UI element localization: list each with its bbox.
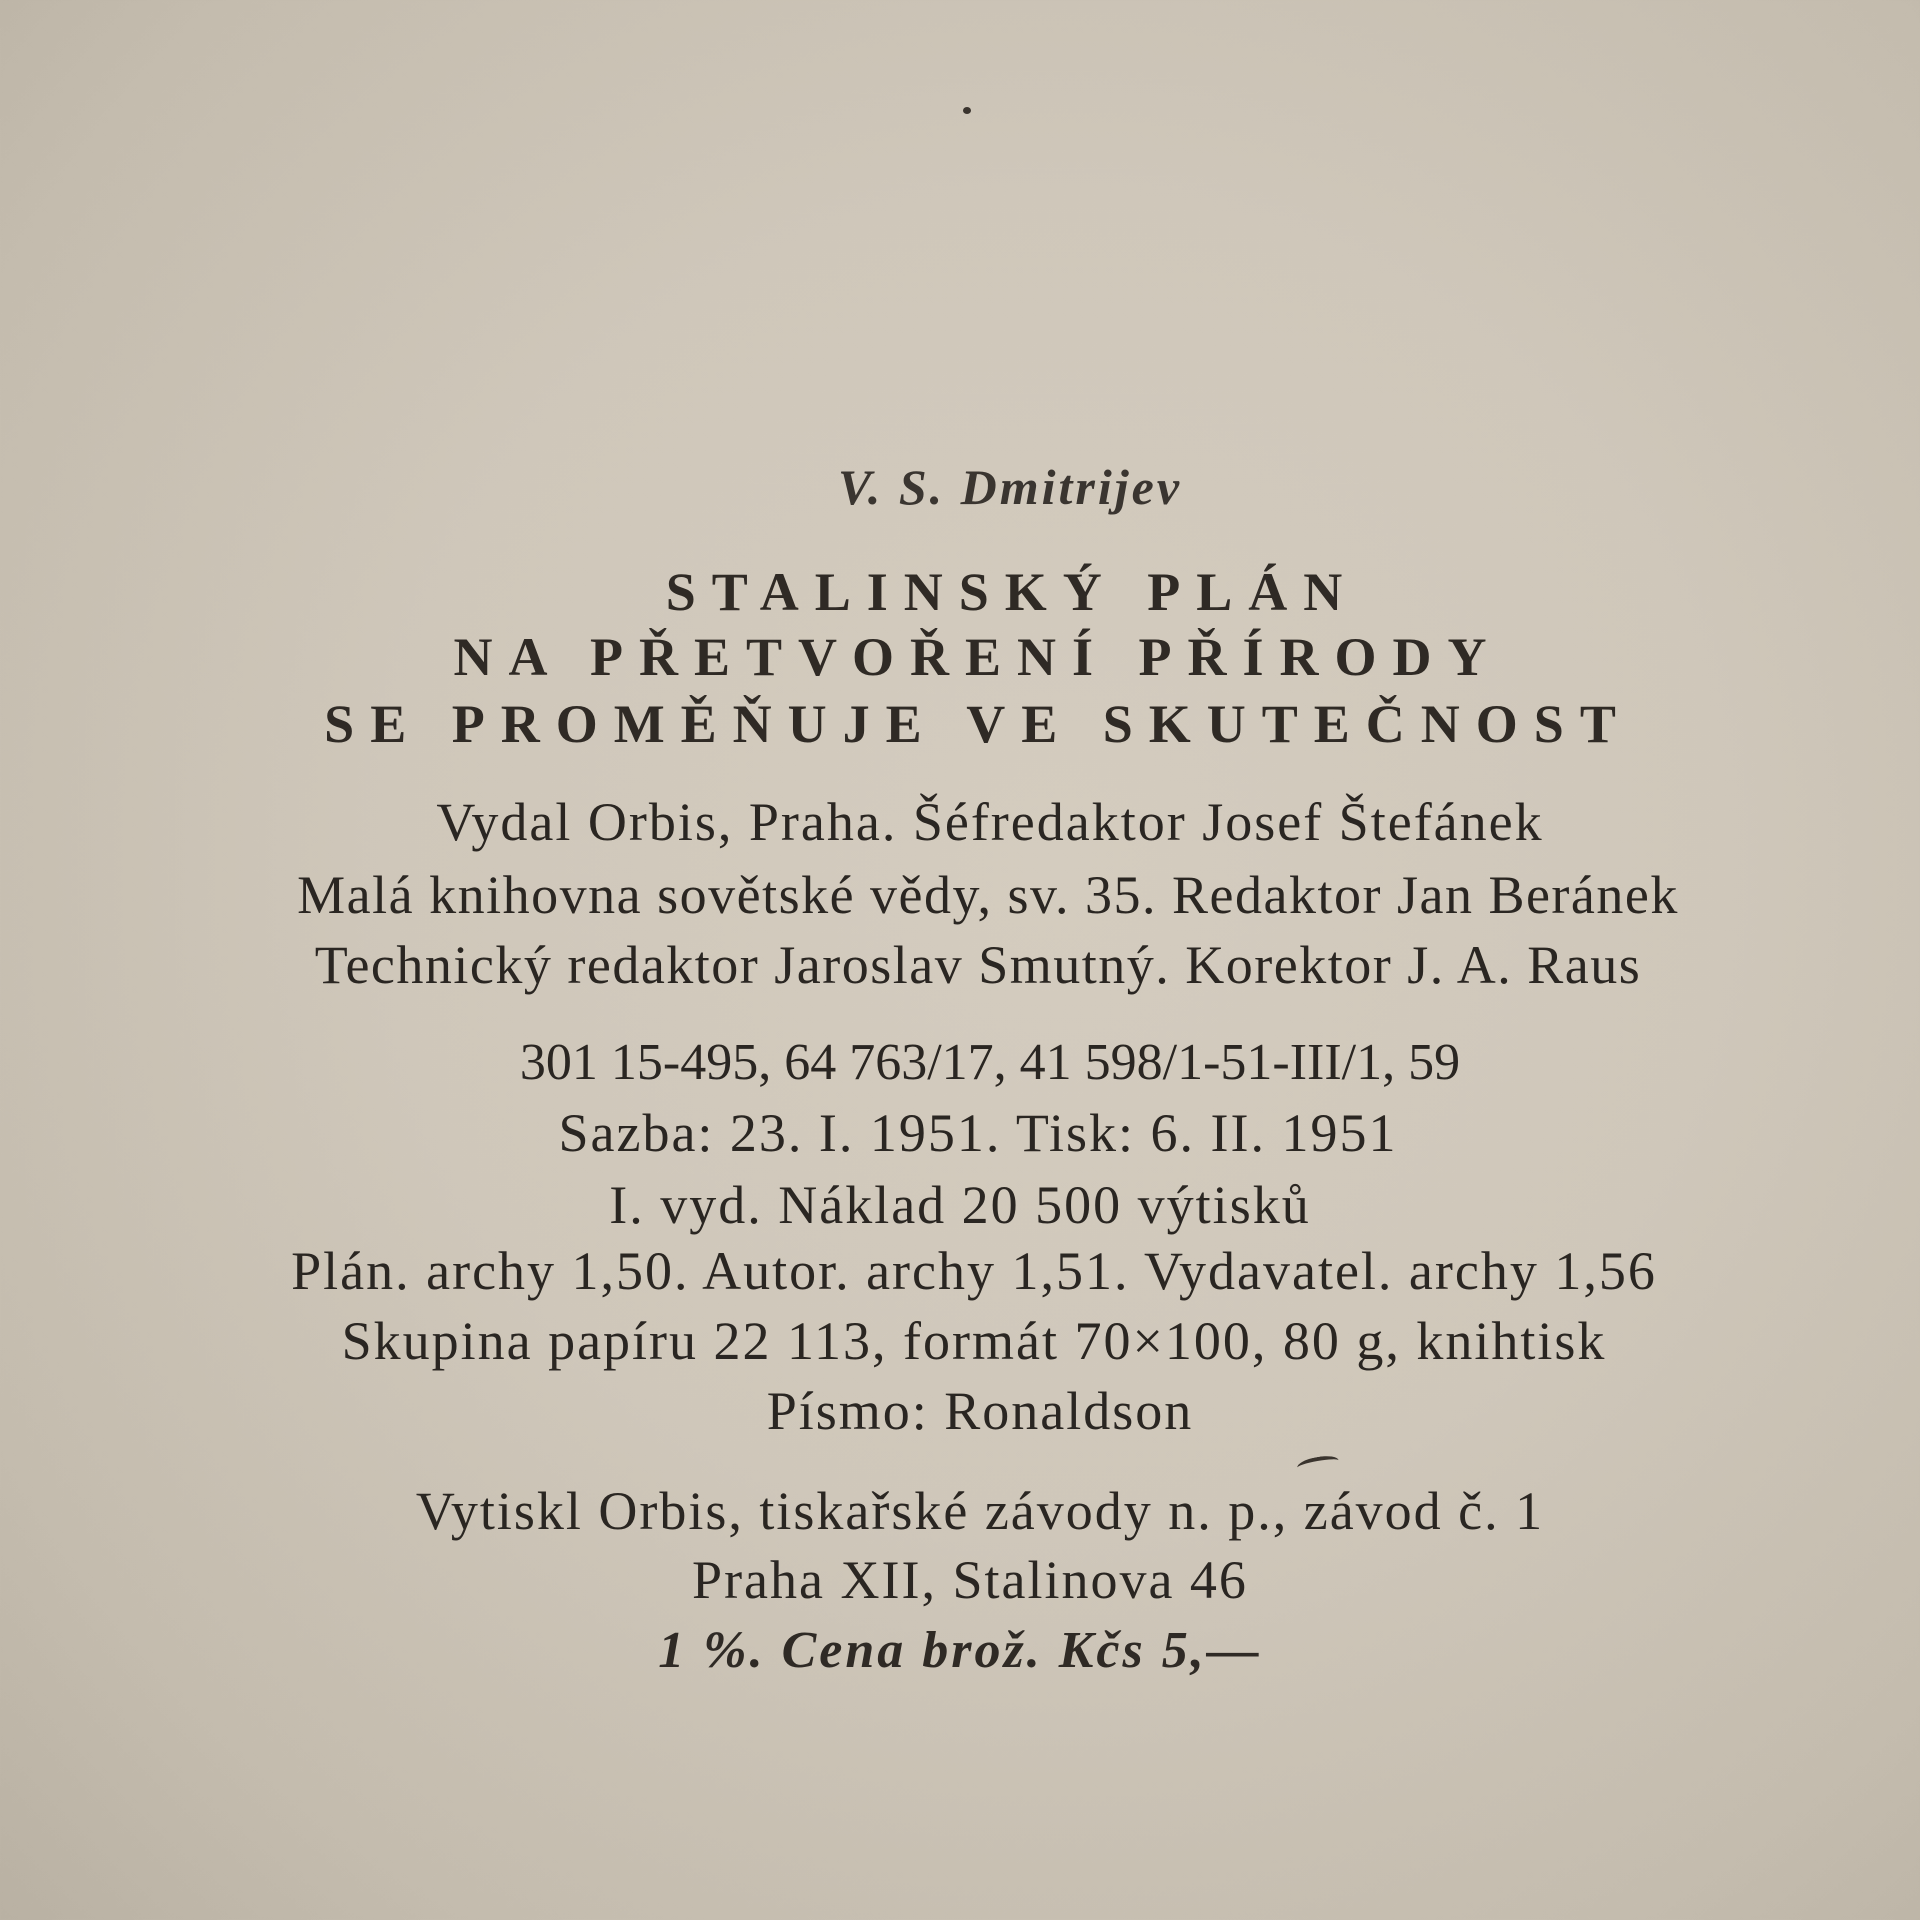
title-line-2: NA PŘETVOŘENÍ PŘÍRODY [453,627,1503,687]
publisher-line: Vydal Orbis, Praha. Šéfredaktor Josef Štefánek [436,792,1544,852]
printer-address-line: Praha XII, Stalinova 46 [692,1550,1248,1610]
typeface-line: Písmo: Ronaldson [766,1381,1194,1441]
title-line-3: SE PROMĚŇUJE VE SKUTEČNOST [324,694,1632,754]
series-editor-line: Malá knihovna sovětské vědy, sv. 35. Redaktor Jan Beránek [297,865,1679,925]
printer-line: Vytiskl Orbis, tiskařské závody n. p., závod č. 1 [415,1481,1545,1541]
author-name: V. S. Dmitrijev [837,459,1183,515]
sheets-line: Plán. archy 1,50. Autor. archy 1,51. Vydavatel. archy 1,56 [291,1241,1657,1301]
price-line: 1 %. Cena brož. Kčs 5,— [658,1622,1262,1679]
ink-flourish [1296,1453,1340,1474]
ink-speck [963,107,971,114]
edition-print-run-line: I. vyd. Náklad 20 500 výtisků [609,1175,1311,1235]
technical-editor-line: Technický redaktor Jaroslav Smutný. Korektor J. A. Raus [314,935,1642,995]
title-line-1: STALINSKÝ PLÁN [665,562,1359,622]
catalog-numbers-line: 301 15-495, 64 763/17, 41 598/1-51-III/1, 59 [519,1034,1461,1091]
typesetting-dates-line: Sazba: 23. I. 1951. Tisk: 6. II. 1951 [558,1103,1398,1163]
paper-format-line: Skupina papíru 22 113, formát 70×100, 80 g, knihtisk [341,1311,1607,1371]
